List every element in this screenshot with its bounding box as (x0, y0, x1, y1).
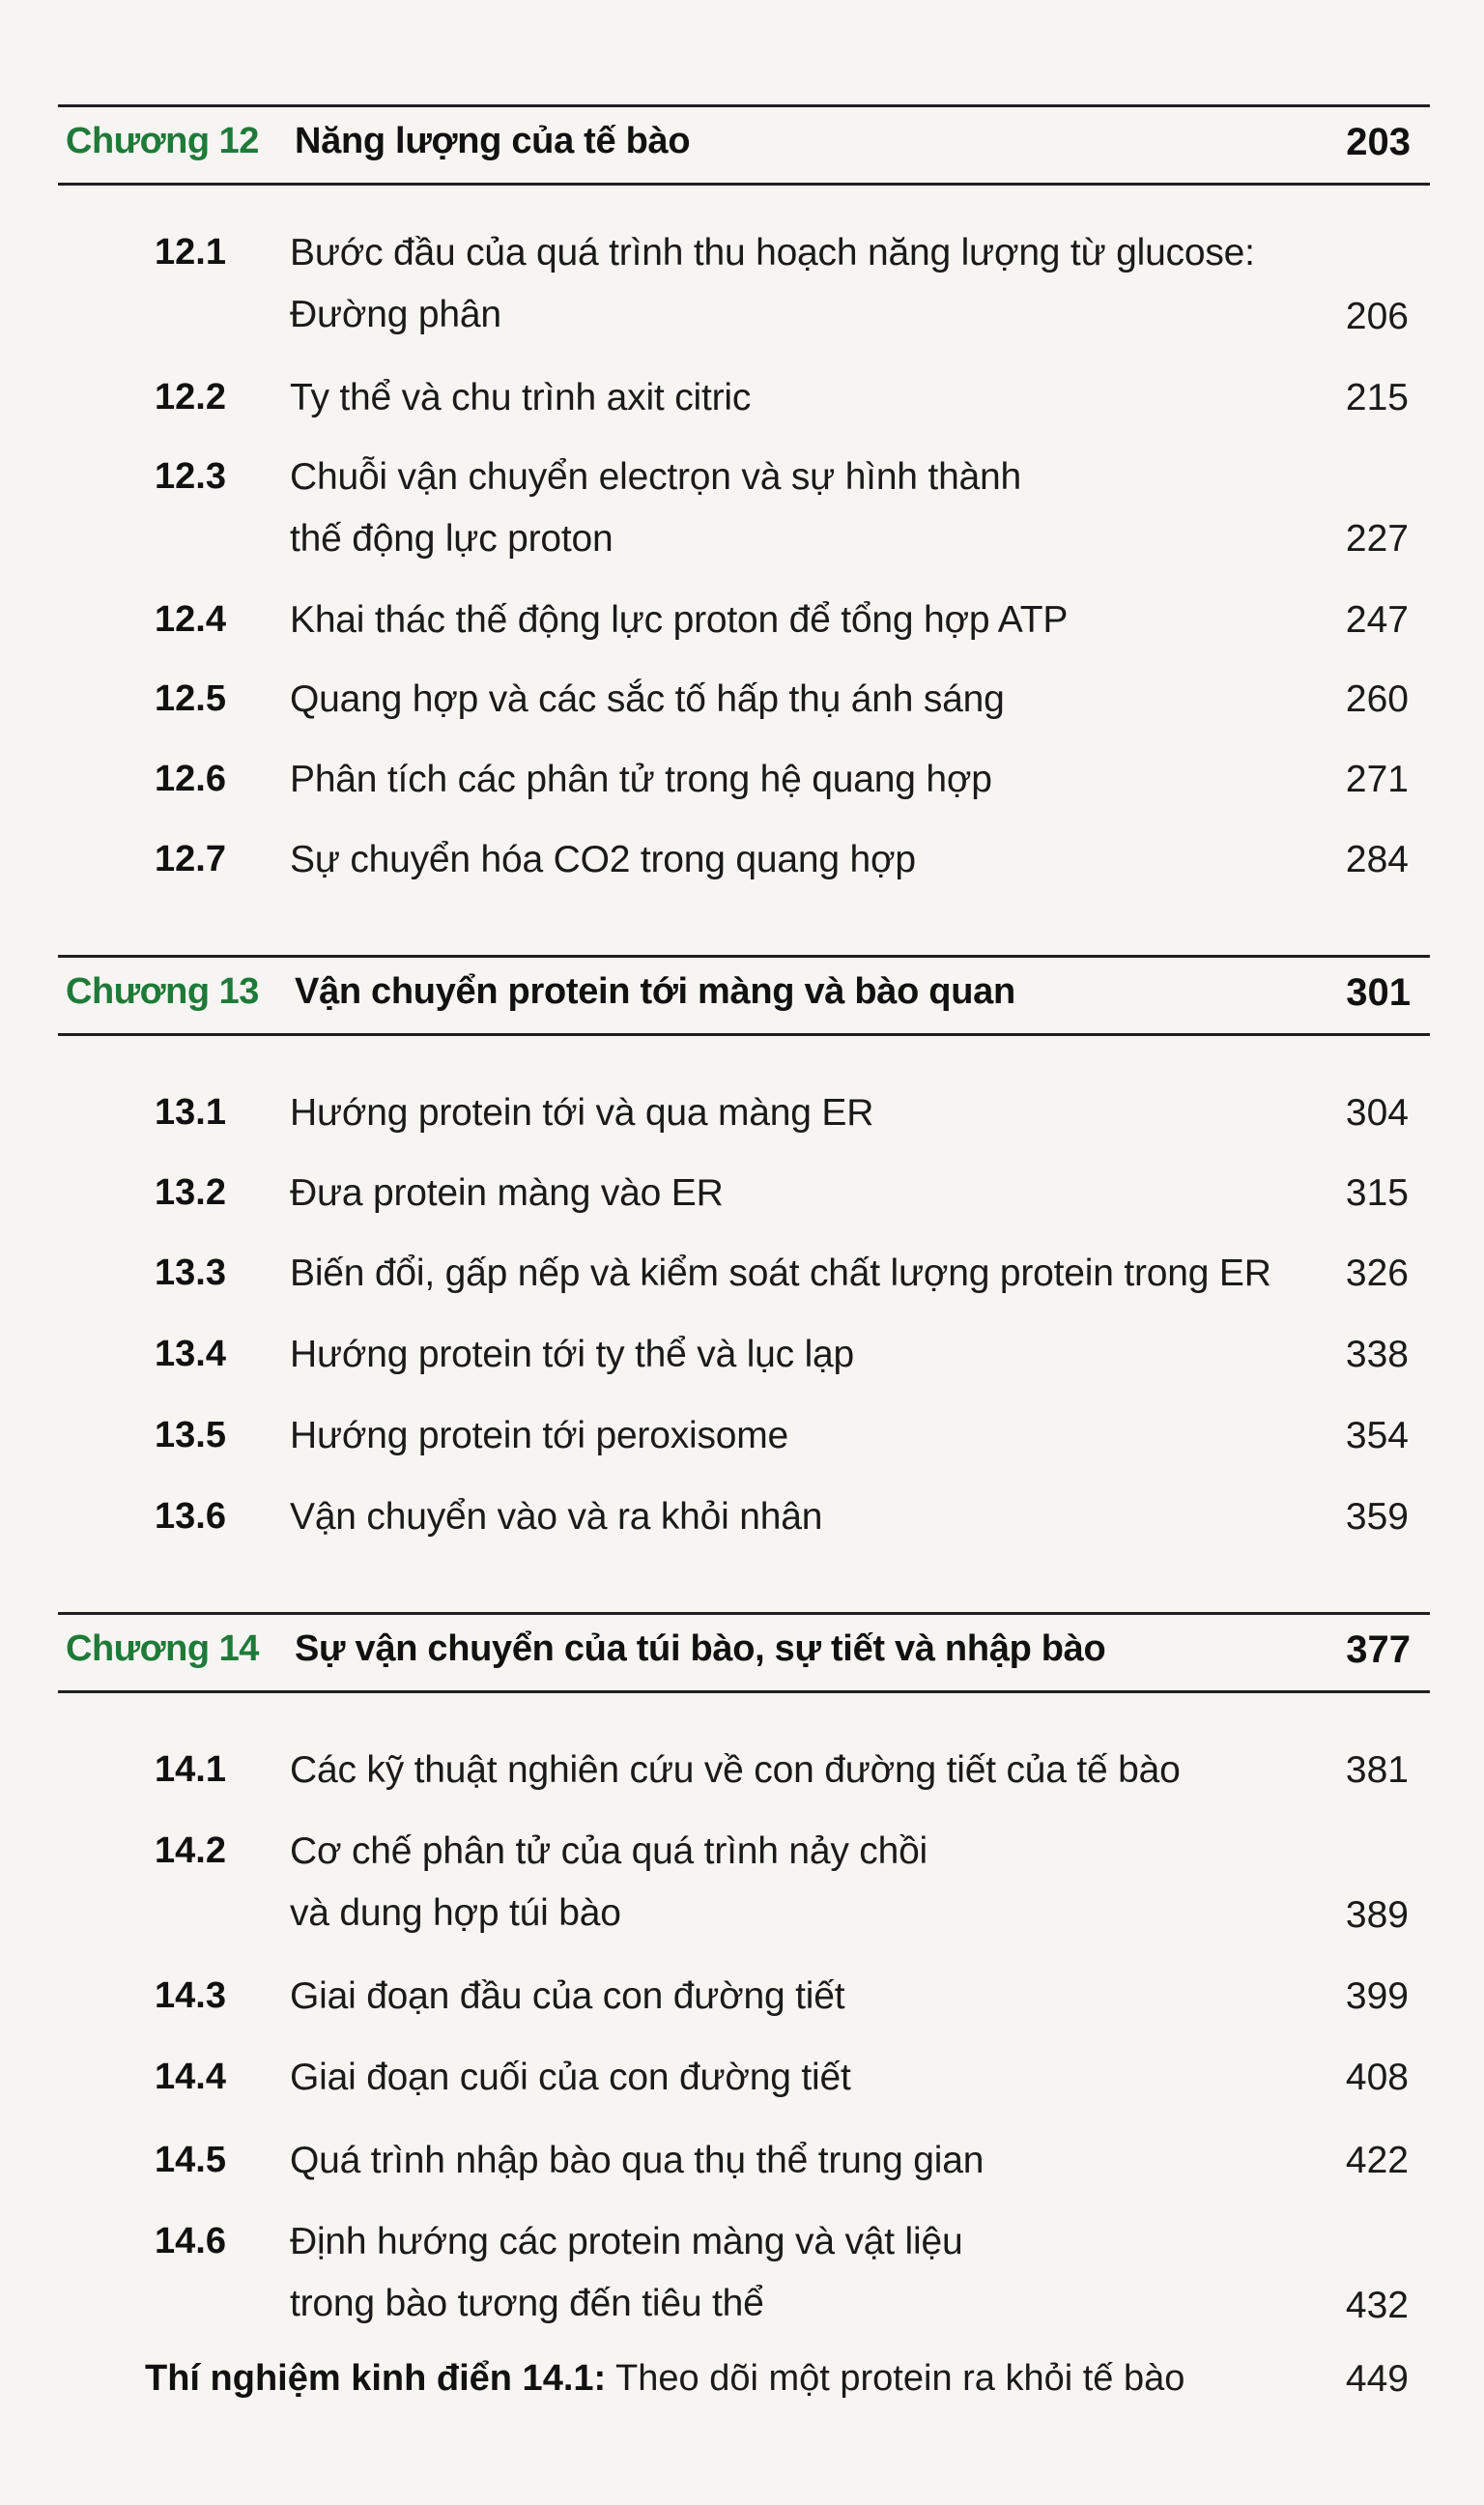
section-page: 206 (1345, 296, 1409, 337)
section-page: 399 (1345, 1975, 1409, 2017)
classic-experiment-page: 449 (1345, 2358, 1409, 2400)
section-page: 227 (1345, 518, 1409, 560)
section-title-line: thế động lực proton (290, 518, 614, 560)
section-page: 408 (1345, 2057, 1409, 2098)
section-title-line: Quá trình nhập bào qua thụ thể trung gian (290, 2140, 985, 2181)
section-number: 14.6 (155, 2221, 226, 2261)
section-title-line: Hướng protein tới ty thể và lục lạp (290, 1334, 855, 1375)
section-number: 12.6 (155, 759, 226, 799)
section-page: 359 (1345, 1496, 1409, 1538)
section-title-line: Phân tích các phân tử trong hệ quang hợp (290, 759, 992, 800)
chapter-rule-bottom (58, 183, 1430, 186)
chapter-rule-bottom (58, 1690, 1430, 1693)
section-title-line: Ty thể và chu trình axit citric (290, 377, 752, 418)
section-title-line: Đường phân (290, 294, 501, 335)
chapter-label: Chương 13 (66, 971, 259, 1012)
section-number: 13.3 (155, 1252, 226, 1293)
section-page: 381 (1345, 1749, 1409, 1791)
chapter-page: 377 (1346, 1628, 1411, 1671)
chapter-title: Vận chuyển protein tới màng và bào quan (295, 971, 1015, 1012)
section-number: 12.4 (155, 599, 226, 640)
chapter-14-header (58, 1612, 1430, 1693)
section-title-line: Khai thác thế động lực proton để tổng hợp ATP (290, 599, 1069, 641)
section-title-line: Đưa protein màng vào ER (290, 1172, 724, 1214)
section-page: 389 (1345, 1894, 1409, 1936)
section-title-line: Cơ chế phân tử của quá trình nảy chồi (290, 1830, 928, 1872)
classic-experiment-title: Theo dõi một protein ra khỏi tế bào (615, 2358, 1185, 2399)
chapter-label: Chương 12 (66, 121, 259, 161)
section-title-line: Giai đoạn cuối của con đường tiết (290, 2057, 851, 2098)
section-title-line: Hướng protein tới peroxisome (290, 1415, 789, 1456)
section-number: 12.1 (155, 232, 226, 273)
classic-experiment-entry[interactable] (145, 2358, 1184, 2400)
section-number: 12.3 (155, 456, 226, 497)
chapter-13-header (58, 955, 1430, 1036)
section-title-line: Giai đoạn đầu của con đường tiết (290, 1975, 845, 2017)
section-title-line: Biến đổi, gấp nếp và kiểm soát chất lượng protein trong ER (290, 1252, 1271, 1294)
chapter-label: Chương 14 (66, 1628, 259, 1669)
section-title-line: Bước đầu của quá trình thu hoạch năng lượng từ glucose: (290, 232, 1255, 274)
section-page: 422 (1345, 2140, 1409, 2181)
section-number: 13.1 (155, 1092, 226, 1133)
section-number: 13.4 (155, 1334, 226, 1374)
section-page: 215 (1345, 377, 1409, 418)
section-page: 432 (1345, 2285, 1409, 2326)
section-title-line: Quang hợp và các sắc tố hấp thụ ánh sáng (290, 678, 1005, 720)
chapter-page: 301 (1346, 971, 1411, 1014)
section-number: 12.7 (155, 839, 226, 879)
section-number: 13.6 (155, 1496, 226, 1537)
section-number: 14.2 (155, 1830, 226, 1871)
chapter-rule-bottom (58, 1033, 1430, 1036)
section-title-line: Chuỗi vận chuyển electrọn và sự hình thành (290, 456, 1022, 498)
chapter-title: Năng lượng của tế bào (295, 121, 691, 161)
section-number: 14.4 (155, 2057, 226, 2097)
section-number: 12.5 (155, 678, 226, 719)
section-number: 13.5 (155, 1415, 226, 1455)
section-number: 12.2 (155, 377, 226, 418)
section-page: 247 (1345, 599, 1409, 641)
section-page: 326 (1345, 1252, 1409, 1294)
section-page: 304 (1345, 1092, 1409, 1134)
section-title-line: Hướng protein tới và qua màng ER (290, 1092, 874, 1134)
section-title-line: và dung hợp túi bào (290, 1892, 621, 1934)
chapter-page: 203 (1346, 121, 1411, 163)
section-page: 260 (1345, 678, 1409, 720)
section-page: 271 (1345, 759, 1409, 800)
section-number: 13.2 (155, 1172, 226, 1213)
chapter-title: Sự vận chuyển của túi bào, sự tiết và nhập bào (295, 1628, 1106, 1669)
classic-experiment-label: Thí nghiệm kinh điển 14.1: (145, 2358, 607, 2399)
section-page: 338 (1345, 1334, 1409, 1375)
section-page: 284 (1345, 839, 1409, 880)
section-page: 315 (1345, 1172, 1409, 1214)
chapter-12-header (58, 104, 1430, 186)
section-page: 354 (1345, 1415, 1409, 1456)
section-title-line: Các kỹ thuật nghiên cứu về con đường tiết của tế bào (290, 1749, 1181, 1791)
section-number: 14.5 (155, 2140, 226, 2180)
section-number: 14.1 (155, 1749, 226, 1790)
section-title-line: Vận chuyển vào và ra khỏi nhân (290, 1496, 823, 1538)
section-title-line: trong bào tương đến tiêu thể (290, 2283, 764, 2324)
section-number: 14.3 (155, 1975, 226, 2016)
section-title-line: Sự chuyển hóa CO2 trong quang hợp (290, 839, 916, 880)
section-title-line: Định hướng các protein màng và vật liệu (290, 2221, 963, 2262)
